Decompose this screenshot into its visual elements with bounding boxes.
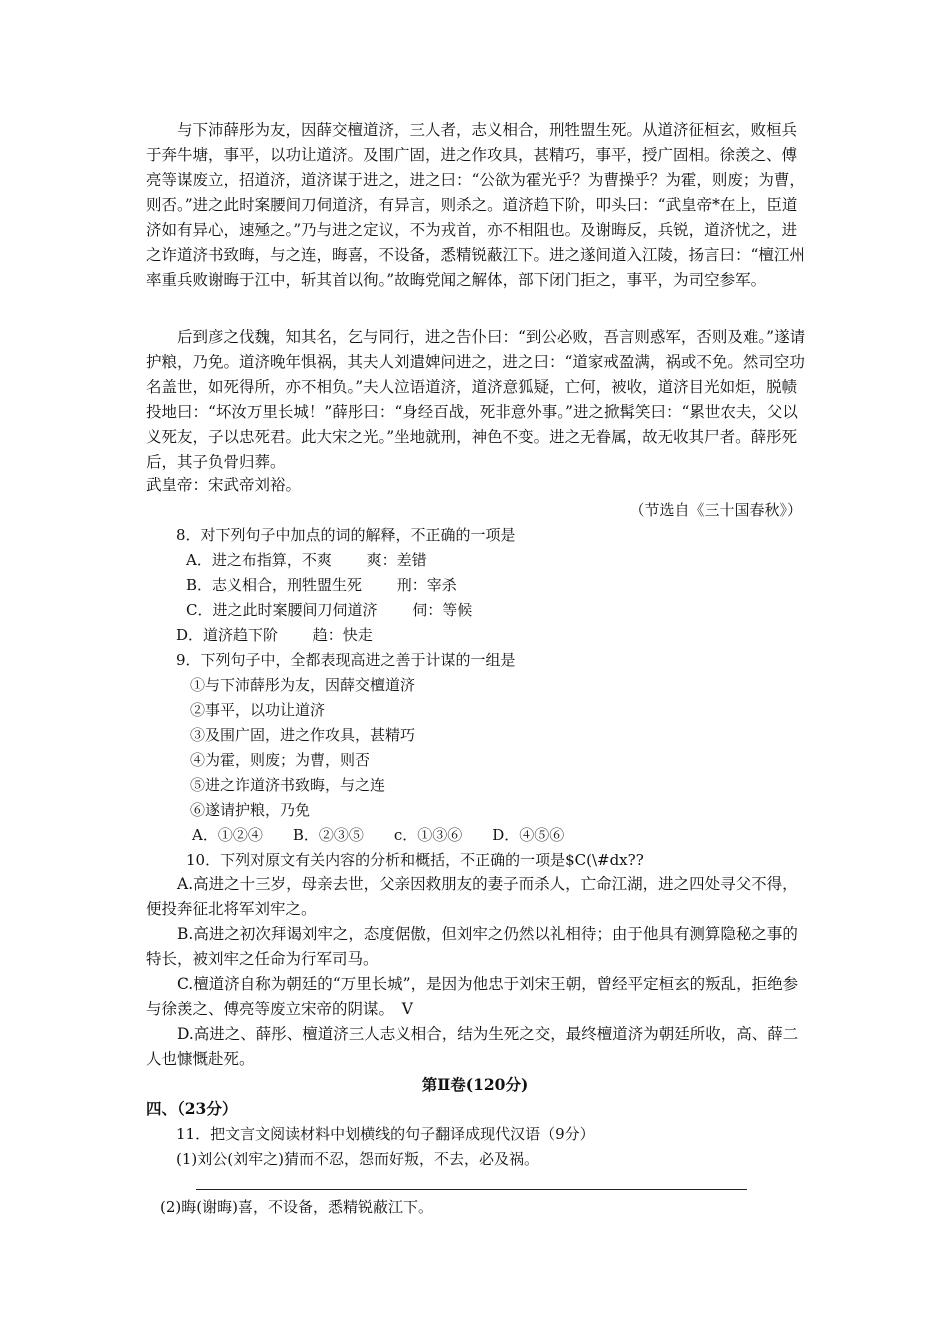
passage-paragraph-1: 与下沛薛彤为友，因薛交檀道济，三人者，志义相合，刑牲盟生死。从道济征桓玄，败桓兵于奔牛塘，事平，以功让道济。及围广固，进之作攻具，甚精巧，事平，授广固相。徐羡之、傅亮等谋废立，招道济，道济谋于进之，进之曰：“公欲为霍光乎？为曹操乎？为霍，则废；为曹，则否。”进之此时案腰间刀伺道济，有异言，则杀之。道济趋下阶，叩头曰：“武皇帝*在上，臣道济如有异心，速殛之。”乃与进之定议，不为戎首，亦不相阻也。及谢晦反，兵锐，道济忧之，进之诈道济书致晦，与之连，晦喜，不设备，悉精锐蔽江下。进之遂间道入江陵，扬言曰：“檀江州率重兵败谢晦于江中，斩其首以徇。”故晦党闻之解体，部下闭门拒之，事平，为司空参军。 xyxy=(146,121,805,289)
q9-item-5: ⑤进之诈道济书致晦，与之连 xyxy=(190,776,386,794)
q11-sentence-1: (1)刘公(刘牢之)猜而不忍，怨而好叛，不去，必及祸。 xyxy=(176,1150,539,1168)
q9-item-4: ④为霍，则废；为曹，则否 xyxy=(190,751,371,769)
q10-option-d: D.高进之、薛彤、檀道济三人志义相合，结为生死之交，最终檀道济为朝廷所收，高、薛二人也慷慨赴死。 xyxy=(146,1025,799,1068)
q9-stem: 9．下列句子中，全都表现高进之善于计谋的一组是 xyxy=(176,651,516,669)
q8-stem: 8．对下列句子中加点的词的解释，不正确的一项是 xyxy=(176,526,516,544)
footnote: 武皇帝：宋武帝刘裕。 xyxy=(146,476,302,494)
source-citation: （节选自《三十国春秋》） xyxy=(629,501,802,519)
part2-title: 第Ⅱ卷(120分) xyxy=(421,1075,529,1094)
q10-option-c: C.檀道济自称为朝廷的“万里长城”，是因为他忠于刘宋王朝，曾经平定桓玄的叛乱，拒绝参与徐羡之、傅亮等废立宋帝的阴谋。 V xyxy=(146,975,799,1018)
q8-option-a: A．进之布指算，不爽 爽：差错 xyxy=(186,551,427,569)
q9-item-6: ⑥遂请护粮，乃免 xyxy=(190,801,311,819)
passage-paragraph-2: 后到彦之伐魏，知其名，乞与同行，进之告仆曰：“到公必败，吾言则惑军，否则及难。”遂请护粮，乃免。道济晚年惧祸，其夫人刘遣婢问进之，进之曰：“道家戒盈满，祸或不免。然司空功名盖世，如死得所，亦不相负。”夫人泣语道济，道济意狐疑，亡何，被收，道济目光如炬，脱帻投地曰：“坏汝万里长城！”薛彤曰：“身经百战，死非意外事。”进之掀髯笑曰：“累世农夫，父以义死友，子以忠死君。此大宋之光。”坐地就刑，神色不变。进之无眷属，故无收其尸者。薛彤死后，其子负骨归葬。 xyxy=(146,328,806,471)
q8-option-b: B．志义相合，刑牲盟生死 刑：宰杀 xyxy=(186,576,457,594)
q11-sentence-2: (2)晦(谢晦)喜，不设备，悉精锐蔽江下。 xyxy=(160,1198,433,1216)
q8-option-d: D．道济趋下阶 趋：快走 xyxy=(176,626,373,644)
q8-option-c: C．进之此时案腰间刀伺道济 伺：等候 xyxy=(186,601,473,619)
q9-item-1: ①与下沛薛彤为友，因薛交檀道济 xyxy=(190,676,416,694)
section-heading: 四、（23分） xyxy=(146,1099,238,1118)
q10-stem: 10．下列对原文有关内容的分析和概括，不正确的一项是$C(\#dx?? xyxy=(186,851,644,869)
q9-choices: A．①②④ B．②③⑤ c．①③⑥ D．④⑤⑥ xyxy=(192,826,565,844)
q10-option-a: A.高进之十三岁，母亲去世，父亲因救朋友的妻子而杀人，亡命江湖，进之四处寻父不得，便投奔征北将军刘牢之。 xyxy=(146,875,798,918)
q9-item-3: ③及围广固，进之作攻具，甚精巧 xyxy=(190,726,416,744)
q9-item-2: ②事平，以功让道济 xyxy=(190,701,326,719)
q11-stem: 11．把文言文阅读材料中划横线的句子翻译成现代汉语（9分） xyxy=(176,1125,595,1143)
answer-line xyxy=(196,1189,747,1190)
q10-option-b: B.高进之初次拜谒刘牢之，态度倨傲，但刘牢之仍然以礼相待；由于他具有测算隐秘之事的特长，被刘牢之任命为行军司马。 xyxy=(146,925,798,968)
